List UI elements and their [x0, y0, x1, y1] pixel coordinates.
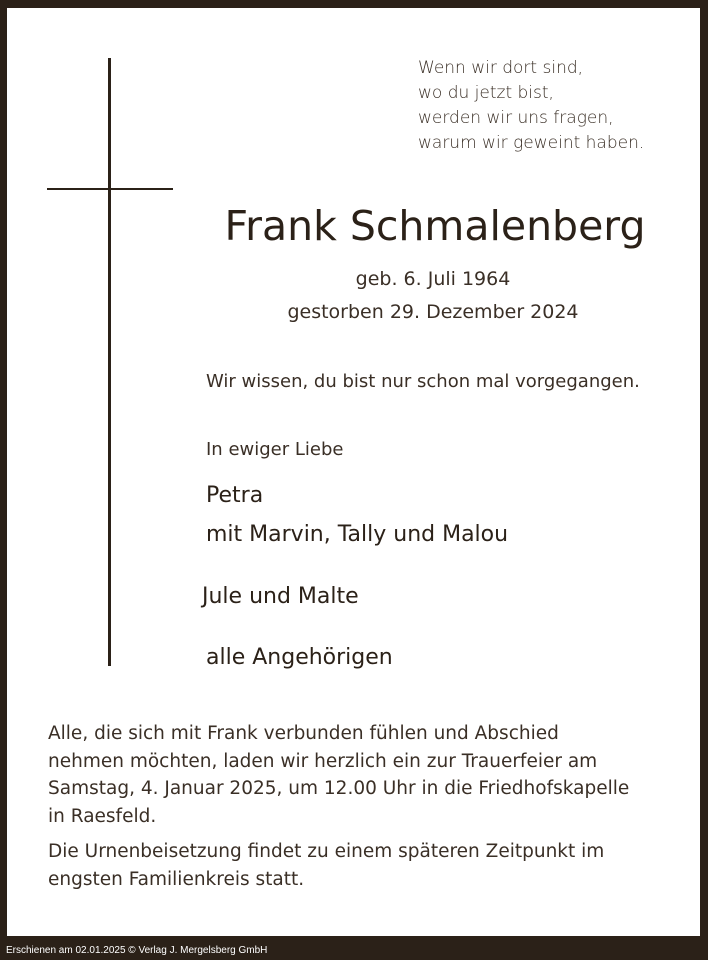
- poem-line: warum wir geweint haben.: [418, 133, 645, 153]
- birth-date: geb. 6. Juli 1964: [355, 268, 511, 290]
- invitation-line: Alle, die sich mit Frank verbunden fühlen und Abschied: [48, 723, 559, 744]
- poem: [418, 56, 688, 156]
- mourner-name: Jule und Malte: [202, 584, 359, 609]
- burial-line: Die Urnenbeisetzung findet zu einem späteren Zeitpunkt im: [48, 841, 605, 862]
- deceased-name: Frank Schmalenberg: [224, 202, 646, 250]
- mourner-name: Petra: [206, 483, 264, 508]
- mourner-name: alle Angehörigen: [206, 645, 393, 670]
- quote: Wir wissen, du bist nur schon mal vorgegangen.: [206, 371, 640, 392]
- cross-vertical-bar: [108, 58, 111, 666]
- death-date: gestorben 29. Dezember 2024: [287, 301, 579, 323]
- poem-line: wo du jetzt bist,: [418, 83, 554, 103]
- invitation-line: nehmen möchten, laden wir herzlich ein zur Trauerfeier am: [48, 750, 598, 772]
- poem-line: werden wir uns fragen,: [418, 108, 614, 128]
- obituary-card: [7, 8, 700, 936]
- poem-line: Wenn wir dort sind,: [418, 58, 584, 78]
- invitation-line: Samstag, 4. Januar 2025, um 12.00 Uhr in die Friedhofskapelle: [48, 778, 630, 799]
- mourner-name: mit Marvin, Tally und Malou: [206, 522, 509, 547]
- burial-line: engsten Familienkreis statt.: [48, 869, 305, 890]
- invitation-line: in Raesfeld.: [48, 805, 157, 827]
- cross-horizontal-bar: [47, 188, 173, 190]
- publication-footer: Erschienen am 02.01.2025 © Verlag J. Mergelsberg GmbH: [6, 945, 268, 956]
- burial-notice: [48, 838, 678, 894]
- funeral-invitation: [48, 720, 678, 830]
- love-line: In ewiger Liebe: [206, 439, 344, 460]
